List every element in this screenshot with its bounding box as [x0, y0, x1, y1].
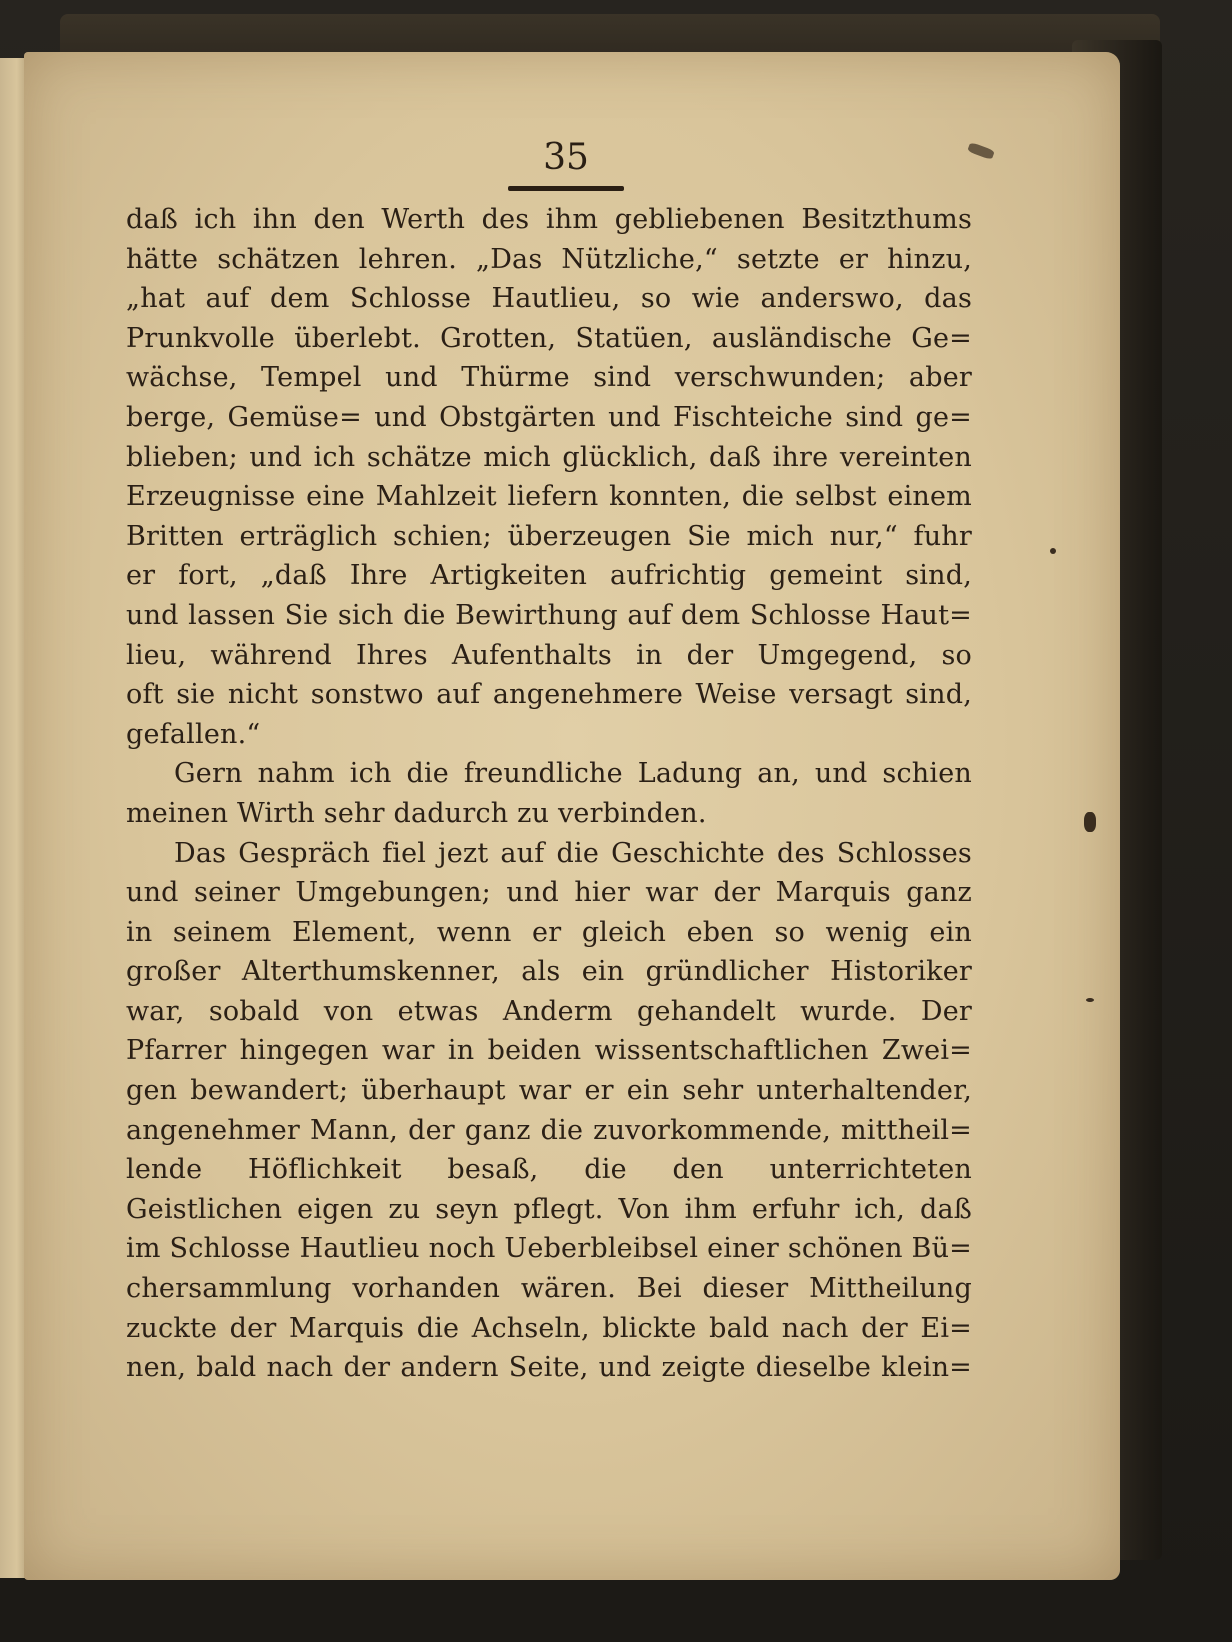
text-line: berge, Gemüse= und Obstgärten und Fischteiche sind ge= — [126, 401, 972, 433]
text-line: Pfarrer hingegen war in beiden wissentschaftlichen Zwei= — [126, 1035, 972, 1067]
text-line: im Schlosse Hautlieu noch Ueberbleibsel einer schönen Bü= — [126, 1233, 972, 1265]
text-line: in seinem Element, wenn er gleich eben so wenig ein — [126, 916, 972, 948]
text-line: gefallen.“ — [126, 718, 261, 750]
page-number: 35 — [543, 137, 589, 178]
text-line: blieben; und ich schätze mich glücklich, daß ihre vereinten — [126, 441, 972, 473]
text-line: lieu, während Ihres Aufenthalts in der Umgegend, so — [126, 639, 972, 671]
text-line: „hat auf dem Schlosse Hautlieu, so wie anderswo, das — [126, 283, 972, 315]
text-line: großer Alterthumskenner, als ein gründlicher Historiker — [126, 956, 972, 988]
text-line: wächse, Tempel und Thürme sind verschwunden; aber — [126, 362, 972, 394]
text-line: zuckte der Marquis die Achseln, blickte bald nach der Ei= — [126, 1312, 972, 1344]
text-line: er fort, „daß Ihre Artigkeiten aufrichtig gemeint sind, — [126, 560, 972, 592]
text-line: und seiner Umgebungen; und hier war der Marquis ganz — [126, 877, 972, 909]
text-line: Das Gespräch fiel jezt auf die Geschichte des Schlosses — [174, 837, 972, 869]
text-line: gen bewandert; überhaupt war er ein sehr unterhaltender, — [126, 1075, 972, 1107]
text-line: Gern nahm ich die freundliche Ladung an, und schien — [174, 758, 972, 790]
text-line: Erzeugnisse eine Mahlzeit liefern konnten, die selbst einem — [126, 481, 972, 513]
paper-speck — [1086, 998, 1094, 1002]
text-line: chersammlung vorhanden wären. Bei dieser Mittheilung — [126, 1273, 972, 1305]
text-line: oft sie nicht sonstwo auf angenehmere Weise versagt sind, — [126, 679, 972, 711]
text-line: hätte schätzen lehren. „Das Nützliche,“ setzte er hinzu, — [126, 243, 972, 275]
text-line: Geistlichen eigen zu seyn pflegt. Von ihm erfuhr ich, daß — [126, 1193, 972, 1225]
text-line: angenehmer Mann, der ganz die zuvorkommende, mittheil= — [126, 1114, 972, 1146]
text-line: daß ich ihn den Werth des ihm gebliebenen Besitzthums — [126, 204, 972, 235]
text-line: und lassen Sie sich die Bewirthung auf dem Schlosse Haut= — [126, 599, 972, 631]
body-text — [126, 200, 972, 1388]
text-line: lende Höflichkeit besaß, die den unterrichteten — [126, 1154, 972, 1186]
text-line: Prunkvolle überlebt. Grotten, Statüen, ausländische Ge= — [126, 322, 972, 354]
text-line: meinen Wirth sehr dadurch zu verbinden. — [126, 797, 707, 829]
paper-speck — [967, 142, 995, 160]
text-line: nen, bald nach der andern Seite, und zeigte dieselbe klein= — [126, 1352, 972, 1384]
text-line: Britten erträglich schien; überzeugen Sie mich nur,“ fuhr — [126, 520, 972, 552]
paper-speck — [1050, 548, 1056, 554]
text-line: war, sobald von etwas Anderm gehandelt wurde. Der — [126, 995, 972, 1027]
paper-speck — [1084, 812, 1096, 832]
page-number-underline — [508, 186, 624, 191]
